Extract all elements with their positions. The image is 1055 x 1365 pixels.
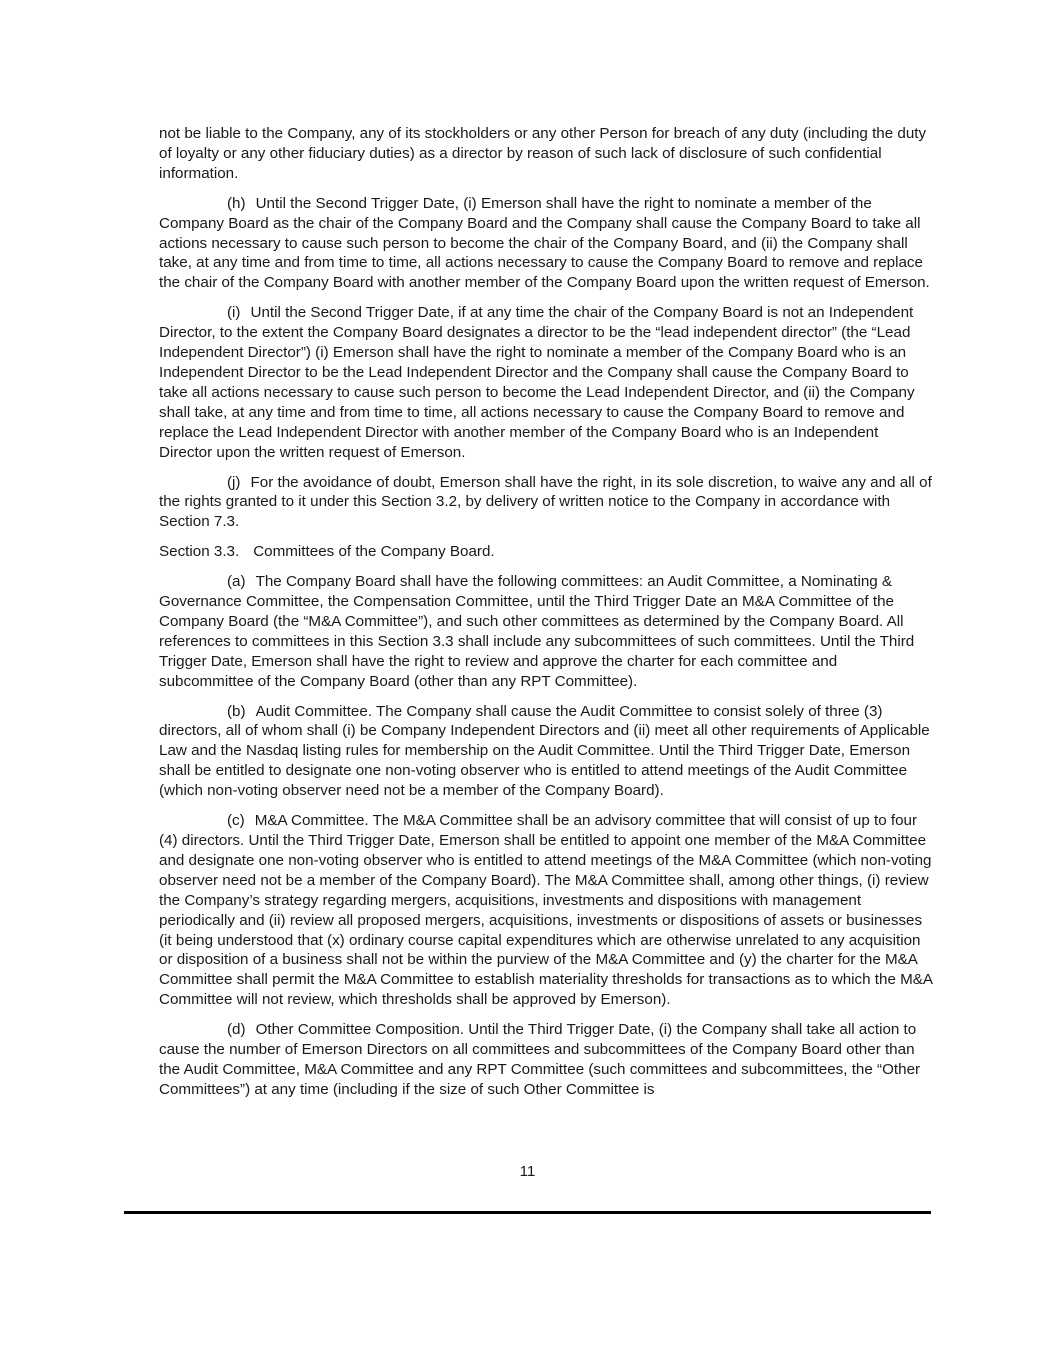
paragraph-j — [159, 473, 934, 533]
section-title: Committees of the Company Board. — [253, 543, 495, 561]
paragraph-marker: (b) — [227, 702, 246, 720]
page-body — [159, 124, 934, 1110]
paragraph-c — [159, 811, 934, 1010]
paragraph-text: Until the Second Trigger Date, if at any time the chair of the Company Board is not an Independent Director, to the extent the Company Board designates a director to be the “lead independent director” (the “Lead Independent Director”) (i) Emerson shall have the right to nominate a member of the Company Board who is an Independent Director to be the Lead Independent Director and the Company shall cause the Company Board to take all actions necessary to cause such person to become the Lead Independent Director, and (ii) the Company shall take, at any time and from time to time, all actions necessary to cause the Company Board to remove and replace the Lead Independent Director with another member of the Company Board who is an Independent Director upon the written request of Emerson. — [159, 304, 915, 461]
paragraph-text: Other Committee Composition. Until the Third Trigger Date, (i) the Company shall take all action to cause the number of Emerson Directors on all committees and subcommittees of the Company Board other than the Audit Committee, M&A Committee and any RPT Committee (such committees and subcommittees, the “Other Committees”) at any time (including if the size of such Other Committee is — [159, 1021, 921, 1098]
paragraph-d — [159, 1020, 934, 1100]
paragraph-marker: (d) — [227, 1021, 246, 1039]
paragraph-marker: (j) — [227, 473, 241, 491]
paragraph-a — [159, 572, 934, 691]
paragraph-marker: (h) — [227, 194, 246, 212]
paragraph-text: Audit Committee. The Company shall cause the Audit Committee to consist solely of three (3) directors, all of whom shall (i) be Company Independent Directors and (ii) meet all other requirements of Applicable Law and the Nasdaq listing rules for membership on the Audit Committee. Until the Third Trigger Date, Emerson shall be entitled to designate one non-voting observer who is entitled to attend meetings of the Audit Committee (which non-voting observer need not be a member of the Company Board). — [159, 702, 930, 800]
paragraph-h — [159, 194, 934, 294]
paragraph-text: The Company Board shall have the following committees: an Audit Committee, a Nominating & Governance Committee, the Compensation Committee, until the Third Trigger Date an M&A Committee of the Company Board (the “M&A Committee”), and such other committees as determined by the Company Board. All references to committees in this Section 3.3 shall include any subcommittees of such committees. Until the Third Trigger Date, Emerson shall have the right to review and approve the charter for each committee and subcommittee of the Company Board (other than any RPT Committee). — [159, 573, 915, 690]
paragraph-text: Until the Second Trigger Date, (i) Emerson shall have the right to nominate a member of the Company Board as the chair of the Company Board and the Company shall cause the Company Board to take all actions necessary to cause such person to become the chair of the Company Board, and (ii) the Company shall take, at any time and from time to time, all actions necessary to cause the Company Board to remove and replace the chair of the Company Board with another member of the Company Board upon the written request of Emerson. — [159, 194, 930, 292]
paragraph-continuation: not be liable to the Company, any of its stockholders or any other Person for breach of any duty (including the duty of loyalty or any other fiduciary duties) as a director by reason of such lack of disclosure of such confidential information. — [159, 125, 927, 182]
page-number: 11 — [519, 1163, 536, 1180]
footer-rule — [124, 1211, 931, 1214]
paragraph-marker: (a) — [227, 573, 246, 591]
section-heading — [159, 542, 934, 562]
paragraph-text: M&A Committee. The M&A Committee shall be an advisory committee that will consist of up to four (4) directors. Until the Third Trigger Date, Emerson shall be entitled to appoint one member of the M&A Committee and designate one non-voting observer who is entitled to attend meetings of the M&A Committee (which non-voting observer need not be a member of the Company Board). The M&A Committee shall, among other things, (i) review the Company’s strategy regarding mergers, acquisitions, investments and dispositions with management periodically and (ii) review all proposed mergers, acquisitions, investments or dispositions of assets or businesses (it being understood that (x) ordinary course capital expenditures which are otherwise unrelated to any acquisition or disposition of a business shall not be within the purview of the M&A Committee and (y) the charter for the M&A Committee shall permit the M&A Committee to establish materiality thresholds for transactions as to which the M&A Committee will not review, which thresholds shall be approved by Emerson). — [159, 812, 933, 1009]
paragraph-text: For the avoidance of doubt, Emerson shall have the right, in its sole discretion, to waive any and all of the rights granted to it under this Section 3.2, by delivery of written notice to the Company in accordance with Section 7.3. — [159, 473, 932, 531]
paragraph-i — [159, 303, 934, 462]
paragraph-marker: (i) — [227, 304, 241, 322]
section-number: Section 3.3. — [159, 543, 240, 561]
paragraph-b — [159, 702, 934, 802]
paragraph-marker: (c) — [227, 812, 245, 830]
